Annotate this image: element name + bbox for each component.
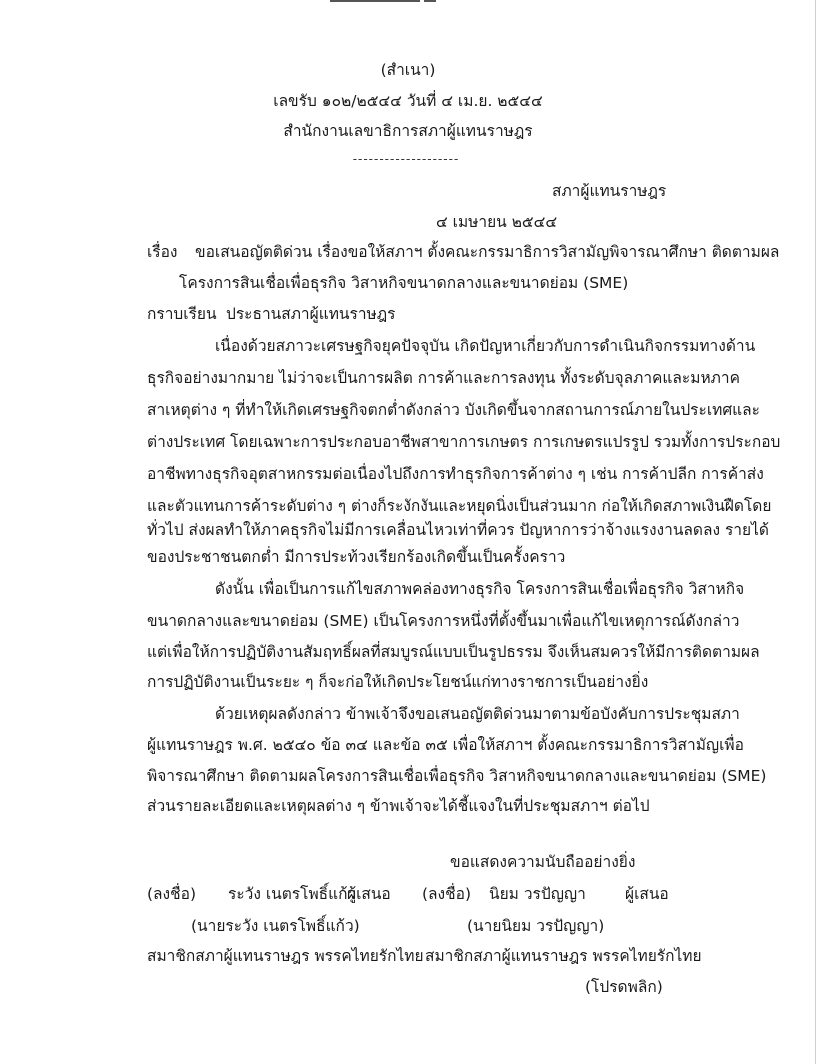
salutation-recipient: ประธานสภาผู้แทนราษฎร <box>226 305 396 323</box>
scan-artifact <box>424 0 436 2</box>
signer-name-left: ระวัง เนตรโพธิ์แก้ว <box>228 885 357 903</box>
salutation-label: กราบเรียน <box>147 305 217 323</box>
scan-artifact <box>330 0 420 2</box>
signer-name-right: นิยม วรปัญญา <box>489 885 586 903</box>
closing-phrase: ขอแสดงความนับถืออย่างยิ่ง <box>450 853 636 871</box>
sign-label-left: (ลงชื่อ) <box>147 885 196 903</box>
signer-position-right: สมาชิกสภาผู้แทนราษฎร พรรคไทยรักไทย <box>425 947 702 965</box>
paragraph-2-line: ดังนั้น เพื่อเป็นการแก้ไขสภาพคล่องทางธุรกิจ โครงการสินเชื่อเพื่อธุรกิจ วิสาหกิจ <box>215 580 745 598</box>
paragraph-1-line: เนื่องด้วยสภาวะเศรษฐกิจยุคปัจจุบัน เกิดปัญหาเกี่ยวกับการดำเนินกิจกรรมทางด้าน <box>215 337 756 355</box>
paragraph-2-line: แต่เพื่อให้การปฏิบัติงานสัมฤทธิ์ผลที่สมบูรณ์แบบเป็นรูปธรรม จึงเห็นสมควรให้มีการติดตามผล <box>147 643 760 661</box>
paragraph-1-line: ของประชาชนตกต่ำ มีการประท้วงเรียกร้องเกิดขึ้นเป็นครั้งคราว <box>147 548 566 566</box>
signer-role-right: ผู้เสนอ <box>625 885 669 903</box>
paragraph-1-line: อาชีพทางธุรกิจอุตสาหกรรมต่อเนื่องไปถึงการทำธุรกิจการค้าต่าง ๆ เช่น การค้าปลีก การค้าส่ง <box>147 465 764 483</box>
subject-line-2: โครงการสินเชื่อเพื่อธุรกิจ วิสาหกิจขนาดกลางและขนาดย่อม (SME) <box>179 274 629 292</box>
signer-fullname-right: (นายนิยม วรปัญญา) <box>467 917 605 935</box>
paragraph-2-line: การปฏิบัติงานเป็นระยะ ๆ ก็จะก่อให้เกิดประโยชน์แก่ทางราชการเป็นอย่างยิ่ง <box>147 673 649 691</box>
paragraph-1-line: ต่างประเทศ โดยเฉพาะการประกอบอาชีพสาขาการเกษตร การเกษตรแปรรูป รวมทั้งการประกอบ <box>147 433 781 451</box>
header-divider: -------------------- <box>352 152 460 166</box>
paragraph-1-line: และตัวแทนการค้าระดับต่าง ๆ ต่างก็ระงักงันและหยุดนิ่งเป็นส่วนมาก ก่อให้เกิดสภาพเงินฝืดโดย <box>147 497 772 515</box>
paragraph-3-line: ด้วยเหตุผลดังกล่าว ข้าพเจ้าจึงขอเสนอญัตติด่วนมาตามข้อบังคับการประชุมสภา <box>215 705 740 723</box>
receiving-office: สำนักงานเลขาธิการสภาผู้แทนราษฎร <box>283 122 533 140</box>
subject-label: เรื่อง <box>147 243 178 261</box>
signer-fullname-left: (นายระวัง เนตรโพธิ์แก้ว) <box>191 917 360 935</box>
paragraph-1-line: ทั่วไป ส่งผลทำให้ภาคธุรกิจไม่มีการเคลื่อนไหวเท่าที่ควร ปัญหาการว่าจ้างแรงงานลดลง รายได้ <box>147 521 769 539</box>
sign-label-right: (ลงชื่อ) <box>422 885 471 903</box>
paragraph-2-line: ขนาดกลางและขนาดย่อม (SME) เป็นโครงการหนึ่งที่ตั้งขึ้นมาเพื่อแก้ไขเหตุการณ์ดังกล่าว <box>147 612 740 630</box>
letter-date: ๔ เมษายน ๒๕๔๔ <box>436 213 558 231</box>
signer-role-left: ผู้เสนอ <box>347 885 391 903</box>
receipt-number: เลขรับ ๑๐๒/๒๕๔๔ วันที่ ๔ เม.ย. ๒๕๔๔ <box>273 92 543 110</box>
paragraph-3-line: ส่วนรายละเอียดและเหตุผลต่าง ๆ ข้าพเจ้าจะได้ชี้แจงในที่ประชุมสภาฯ ต่อไป <box>147 797 650 815</box>
copy-mark: (สำเนา) <box>380 61 436 79</box>
paragraph-1-line: ธุรกิจอย่างมากมาย ไม่ว่าจะเป็นการผลิต การค้าและการลงทุน ทั้งระดับจุลภาคและมหภาค <box>147 369 740 387</box>
sender-place: สภาผู้แทนราษฎร <box>552 182 667 200</box>
subject-line-1: ขอเสนอญัตติด่วน เรื่องขอให้สภาฯ ตั้งคณะกรรมาธิการวิสามัญพิจารณาศึกษา ติดตามผล <box>195 243 780 261</box>
please-turn-over: (โปรดพลิก) <box>585 978 663 996</box>
paragraph-1-line: สาเหตุต่าง ๆ ที่ทำให้เกิดเศรษฐกิจตกต่ำดังกล่าว บังเกิดขึ้นจากสถานการณ์ภายในประเทศและ <box>147 401 760 419</box>
signer-position-left: สมาชิกสภาผู้แทนราษฎร พรรคไทยรักไทย <box>147 947 424 965</box>
paragraph-3-line: พิจารณาศึกษา ติดตามผลโครงการสินเชื่อเพื่อธุรกิจ วิสาหกิจขนาดกลางและขนาดย่อม (SME) <box>147 767 767 785</box>
paragraph-3-line: ผู้แทนราษฎร พ.ศ. ๒๕๔๐ ข้อ ๓๔ และข้อ ๓๕ เพื่อให้สภาฯ ตั้งคณะกรรมาธิการวิสามัญเพื่อ <box>147 736 744 754</box>
